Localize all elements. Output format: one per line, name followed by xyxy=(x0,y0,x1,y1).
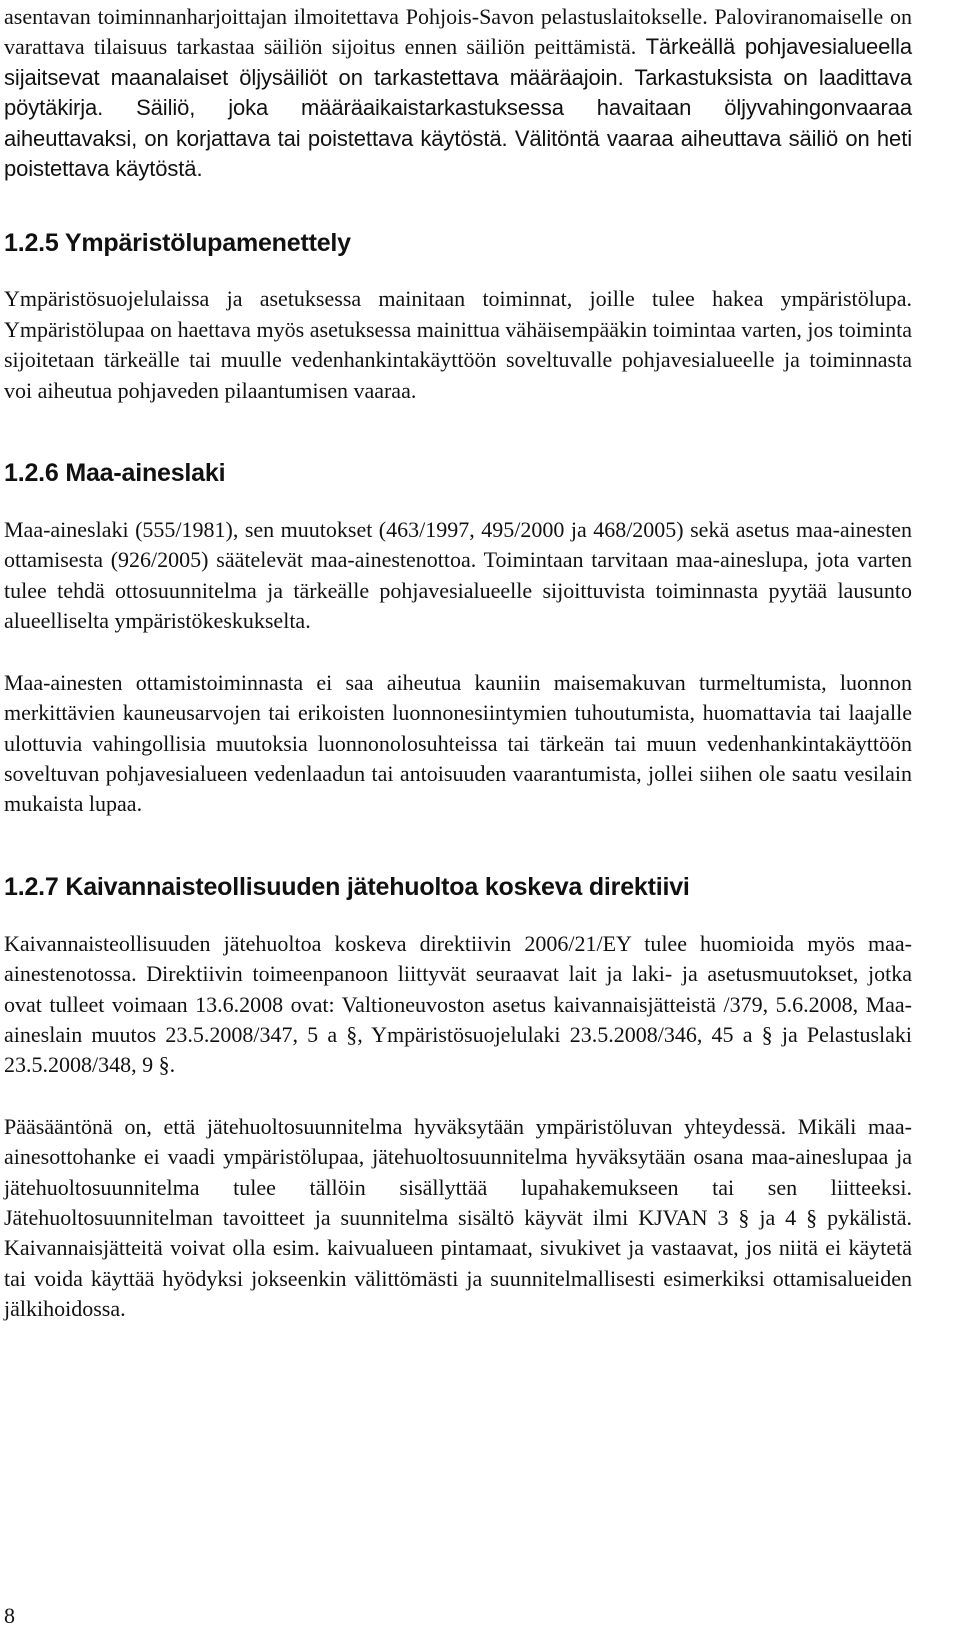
intro-serif-text: asentavan toiminnanharjoittajan ilmoitettava Pohjois-Savon pelastuslaitokselle. Paloviranomaiselle on varattava tilaisuus tarkastaa säiliön sijoitus ennen säiliön peittämistä. xyxy=(4,4,912,60)
page-number: 8 xyxy=(4,1603,15,1628)
land-extraction-paragraph-1: Maa-aineslaki (555/1981), sen muutokset (463/1997, 495/2000 ja 468/2005) sekä asetus maa-ainesten ottamisesta (926/2005) säätelevät maa-ainestenottoa. Toimintaan tarvitaan maa-aineslupa, jota varten tulee tehdä ottosuunnitelma ja tärkeälle pohjavesialueelle sijoittuvista toiminnasta pyytää lausunto alueelliselta ympäristökeskukselta. xyxy=(4,517,912,634)
environment-permit-paragraph: Ympäristösuojelulaissa ja asetuksessa mainitaan toiminnat, joille tulee hakea ympäristölupa. Ympäristölupaa on haettava myös asetuksessa mainittua vähäisempääkin toimintaa varten, jos toiminta sijoitetaan tärkeälle tai muulle vedenhankintakäyttöön soveltuvalle pohjavesialueelle ja toiminnasta voi aiheutua pohjaveden pilaantumisen vaaraa. xyxy=(4,286,912,403)
intro-sans-sentence-2: Tarkastuksista on laadittava pöytäkirja. xyxy=(4,64,913,121)
intro-sans-sentence-1: Tärkeällä pohjavesialueella sijaitsevat maanalaiset öljysäiliöt on tarkastettava määräajoin. xyxy=(4,34,912,90)
intro-paragraph xyxy=(4,2,912,184)
mining-waste-paragraph-2: Pääsääntönä on, että jätehuoltosuunnitelma hyväksytään ympäristöluvan yhteydessä. Mikäli maa-ainesottohanke ei vaadi ympäristölupaa, jätehuoltosuunnitelma hyväksytään osana maa-aineslupaa ja jätehuoltosuunnitelma tulee tällöin sisällyttää lupahakemukseen tai sen liitteeksi. Jätehuoltosuunnitelman tavoitteet ja suunnitelma sisältö käyvät ilmi KJVAN 3 § ja 4 § pykälistä. Kaivannaisjätteitä voivat olla esim. kaivualueen pintamaat, sivukivet ja vastaavat, jos niitä ei käytetä tai voida käyttää hyödyksi jokseenkin välittömästi ja suunnitelmallisesti esimerkiksi ottamisalueiden jälkihoidossa. xyxy=(4,1113,912,1322)
section-heading-land-extraction-act: 1.2.6 Maa-aineslaki xyxy=(4,459,226,488)
section-heading-mining-waste-directive: 1.2.7 Kaivannaisteollisuuden jätehuoltoa koskeva direktiivi xyxy=(4,872,690,901)
intro-sans-sentence-3: Säiliö, joka määräaikaistarkastuksessa havaitaan öljyvahingonvaaraa aiheuttavaksi, on korjattava tai poistettava käytöstä. Välitöntä vaaraa aiheuttava säiliö on heti poistettava käytöstä. xyxy=(4,95,912,182)
land-extraction-paragraph-2: Maa-ainesten ottamistoiminnasta ei saa aiheutua kauniin maisemakuvan turmeltumista, luonnon merkittävien kauneusarvojen tai erikoisten luonnonesiintymien tuhoutumista, huomattavia tai laajalle ulottuvia vahingollisia muutoksia luonnonolosuhteissa tai tärkeän tai muun vedenhankintakäyttöön soveltuvan pohjavesialueen vedenlaadun tai antoisuuden vaarantumista, jollei siihen ole saatu vesilain mukaista lupaa. xyxy=(4,669,912,817)
page-content xyxy=(4,0,912,1325)
section-heading-environment-permit: 1.2.5 Ympäristölupamenettely xyxy=(4,229,351,258)
mining-waste-paragraph-1: Kaivannaisteollisuuden jätehuoltoa koskeva direktiivin 2006/21/EY tulee huomioida myös maa-ainestenotossa. Direktiivin toimeenpanoon liittyvät seuraavat lait ja laki- ja asetusmuutokset, jotka ovat tulleet voimaan 13.6.2008 ovat: Valtioneuvoston asetus kaivannaisjätteistä /379, 5.6.2008, Maa-aineslain muutos 23.5.2008/347, 5 a §, Ympäristösuojelulaki 23.5.2008/346, 45 a § ja Pelastuslaki 23.5.2008/348, 9 §. xyxy=(4,930,912,1078)
